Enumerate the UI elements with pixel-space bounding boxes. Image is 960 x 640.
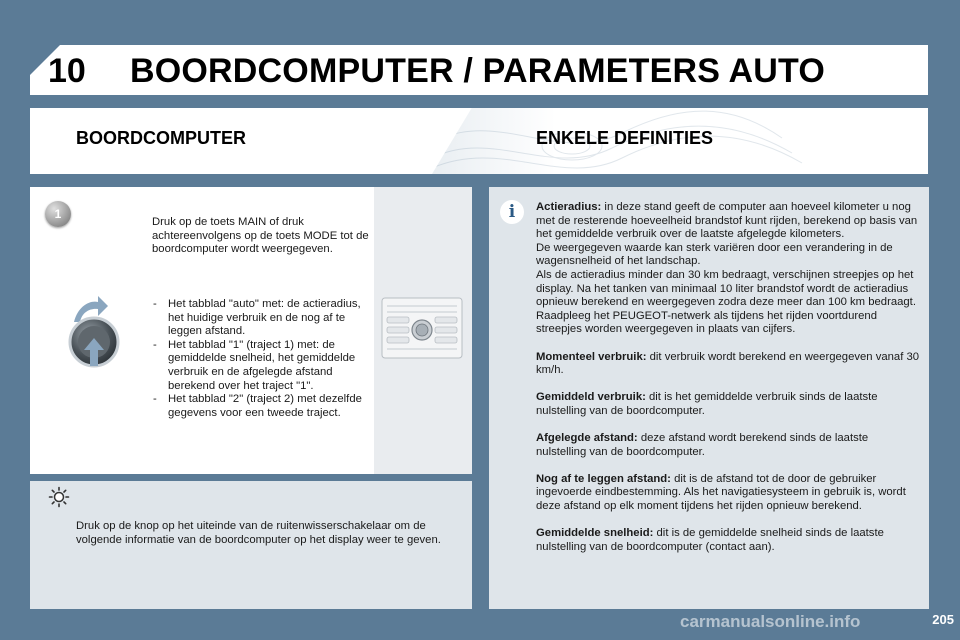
definition-term: Afgelegde afstand: (536, 432, 638, 445)
definition-desc: dit is de gemiddelde snelheid sinds de laatste nulstelling van de boordcomputer (contact aan). (536, 527, 884, 553)
definition-actieradius (536, 201, 921, 337)
page-number: 205 (932, 612, 954, 627)
list-item: - Het tabblad "auto" met: de actieradius, het huidige verbruik en de nog af te leggen afstand. (150, 298, 370, 339)
definition-extra: Als de actieradius minder dan 30 km bedraagt, verschijnen streepjes op het display. Na het tanken van minimaal 10 liter brandstof wordt de actieradius opnieuw berekend en weergegeven zodra deze meer dan 100 km bedraagt. (536, 268, 916, 309)
definition-desc: dit is de afstand tot de door de gebruiker ingevoerde eindbestemming. Als het navigatiesysteem in gebruik is, wordt deze afstand op elk moment tijdens het rijden opnieuw berekend. (536, 472, 906, 513)
section-title-boordcomputer: BOORDCOMPUTER (76, 128, 246, 148)
definition-gemiddelde-snelheid (536, 527, 921, 554)
rotary-knob-icon (64, 292, 128, 376)
info-icon: i (500, 200, 524, 224)
definition-momenteel-verbruik (536, 351, 921, 378)
radio-console-icon (381, 297, 463, 359)
step-tab-list (150, 298, 370, 420)
definition-term: Actieradius: (536, 201, 602, 213)
step-intro-text: Druk op de toets MAIN of druk achtereenvolgens op de toets MODE tot de boordcomputer wordt weergegeven. (152, 216, 369, 256)
definition-desc: in deze stand geeft de computer aan hoeveel kilometer u nog met de resterende hoeveelheid brandstof kunt rijden, berekend op basis van het gemiddelde verbruik over de laatste afgelegde kilometers. (536, 201, 918, 241)
definition-term: Nog af te leggen afstand: (536, 472, 671, 485)
definition-term: Momenteel verbruik: (536, 350, 647, 363)
definition-afgelegde-afstand (536, 432, 921, 459)
definition-desc: dit verbruik wordt berekend en weergegeven vanaf 30 km/h. (536, 350, 920, 377)
watermark: carmanualsonline.info (680, 612, 861, 631)
list-item: - Het tabblad "1" (traject 1) met: de gemiddelde snelheid, het gemiddelde verbruik en de afgelegde afstand berekend over het traject "1". (150, 339, 370, 393)
chapter-number: 10 (48, 52, 86, 90)
definition-nog-af-te-leggen-afstand (536, 473, 921, 514)
section-title-definities: ENKELE DEFINITIES (536, 128, 714, 148)
list-item: - Het tabblad "2" (traject 2) met dezelfde gegevens voor een tweede traject. (150, 393, 370, 420)
step-number-badge: 1 (45, 201, 71, 227)
definition-term: Gemiddeld verbruik: (536, 391, 646, 404)
definition-term: Gemiddelde snelheid: (536, 527, 654, 540)
page-title: BOORDCOMPUTER / PARAMETERS AUTO (130, 52, 826, 90)
definitions-list (536, 201, 921, 568)
tip-text: Druk op de knop op het uiteinde van de ruitenwisserschakelaar om de volgende informatie van de boordcomputer op het display weer te geven. (76, 520, 441, 546)
definition-extra: De weergegeven waarde kan sterk variëren door een verandering in de wagensnelheid of het landschap. (536, 241, 893, 268)
definition-extra: Raadpleeg het PEUGEOT-netwerk als tijdens het rijden voortdurend streepjes worden weergegeven in plaats van cijfers. (536, 309, 877, 336)
definition-gemiddeld-verbruik (536, 391, 921, 418)
definition-desc: dit is het gemiddelde verbruik sinds de laatste nulstelling van de boordcomputer. (536, 391, 878, 417)
lightbulb-tip-icon (48, 486, 70, 508)
definition-desc: deze afstand wordt berekend sinds de laatste nulstelling van de boordcomputer. (536, 432, 869, 458)
